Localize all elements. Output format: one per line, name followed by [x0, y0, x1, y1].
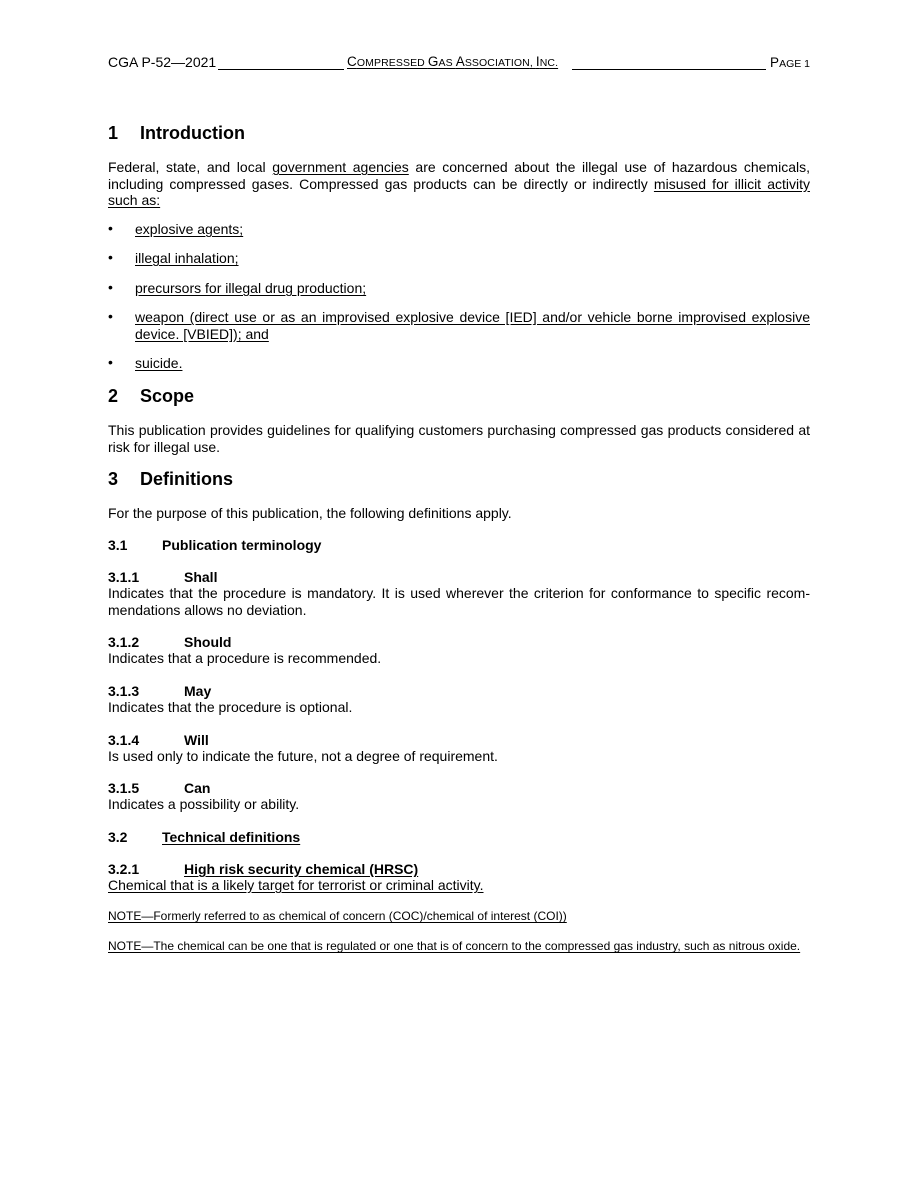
intro-paragraph: Federal, state, and local government agencies are concerned about the illegal use of hazardous chemicals, including compressed gases. Compressed gas products can be directly or indirectly misused for illicit activity such as: — [108, 159, 810, 208]
section-3-heading: 3 Definitions — [108, 469, 233, 489]
publisher-name: COMPRESSED GAS ASSOCIATION, INC. — [347, 54, 559, 69]
section-2-heading: 2 Scope — [108, 386, 195, 406]
term-heading: 3.2.1 High risk security chemical (HRSC) — [108, 861, 419, 877]
term-heading: 3.1.4 Will — [108, 732, 209, 748]
document-page — [108, 52, 810, 953]
list-item: • weapon (direct use or as an improvised explosive device [IED] and/or vehicle borne improvised explosive device. [VBIED]); and — [108, 308, 810, 342]
page-header — [108, 52, 810, 72]
term-heading: 3.1.2 Should — [108, 634, 232, 650]
scope-paragraph: This publication provides guidelines for qualifying customers purchasing compressed gas products considered at risk for illegal use. — [108, 422, 810, 455]
term-definition: Is used only to indicate the future, not a degree of requirement. — [108, 748, 498, 764]
term-definition: Indicates a possibility or ability. — [108, 796, 300, 812]
term-heading: 3.1.5 Can — [108, 780, 211, 796]
definitions-intro: For the purpose of this publication, the following definitions apply. — [108, 505, 512, 521]
term-definition: Chemical that is a likely target for terrorist or criminal activity. — [108, 877, 484, 893]
term-heading: 3.1.3 May — [108, 683, 212, 699]
page-number: PAGE 1 — [770, 55, 810, 70]
document-code: CGA P-52—2021 — [108, 54, 217, 70]
term-definition: Indicates that the procedure is optional. — [108, 699, 353, 715]
note-text: NOTE—Formerly referred to as chemical of concern (COC)/chemical of interest (COI)) — [108, 909, 567, 923]
subsection-3-2-heading: 3.2 Technical definitions — [108, 829, 301, 845]
term-definition: Indicates that a procedure is recommended. — [108, 650, 382, 666]
section-1-heading: 1 Introduction — [108, 123, 245, 143]
list-item: • illegal inhalation; — [108, 249, 239, 266]
list-item: • precursors for illegal drug production; — [108, 279, 367, 296]
list-item: • suicide. — [108, 354, 183, 371]
header-rule-right — [572, 69, 766, 70]
subsection-3-1-heading: 3.1 Publication terminology — [108, 537, 322, 553]
term-definition: Indicates that the procedure is mandatory. It is used wherever the criterion for conformance to specific recom-mendations allows no deviation. — [108, 585, 810, 618]
header-rule-left — [218, 69, 344, 70]
list-item: • explosive agents; — [108, 220, 244, 237]
note-text: NOTE—The chemical can be one that is regulated or one that is of concern to the compressed gas industry, such as nitrous oxide. — [108, 939, 801, 953]
term-heading: 3.1.1 Shall — [108, 569, 218, 585]
